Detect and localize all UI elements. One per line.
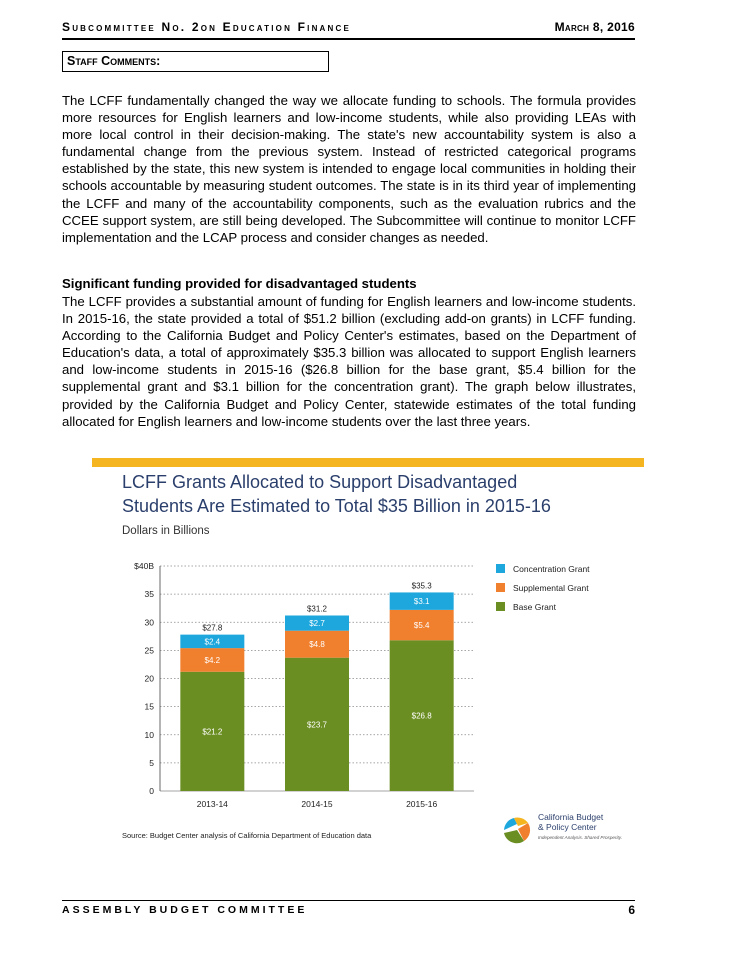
bar-value-label: $26.8 <box>411 711 432 721</box>
bar-value-label: $4.8 <box>309 640 325 650</box>
bar-value-label: $5.4 <box>413 621 430 631</box>
bar-total-label: $35.3 <box>411 581 432 591</box>
chart-legend <box>496 564 590 612</box>
logo-text-line2: & Policy Center <box>538 822 597 832</box>
chart-title-line1: LCFF Grants Allocated to Support Disadvantaged <box>122 472 518 492</box>
bar-total-label: $27.8 <box>202 623 223 633</box>
y-tick-label: 35 <box>144 589 154 600</box>
paragraph-funding: The LCFF provides a substantial amount of funding for English learners and low-income students. In 2015-16, the state provided a total of $51.2 billion (excluding add-on grants) in LCFF funding. According to the California Budget and Policy Center's estimates, based on the Department of Education's data, a total of approximately $35.3 billion was allocated to support English learners and low-income students in 2015-16 ($26.8 billion for the base grant, $5.4 billion for the supplemental grant and $3.1 billion for the concentration grant). The graph below illustrates, provided by the California Budget and Policy Center, statewide estimates of the total funding allocated for English learners and low-income students over the last three years. <box>62 294 636 429</box>
logo-tagline: Independent Analysis. Shared Prosperity. <box>538 835 623 840</box>
footer-page-number: 6 <box>628 903 635 917</box>
chart-svg <box>92 458 644 858</box>
bar-value-label: $4.2 <box>204 655 221 665</box>
legend-swatch <box>496 564 505 573</box>
y-tick-label: 20 <box>144 673 154 684</box>
legend-label: Base Grant <box>513 602 556 612</box>
header-committee-title: Subcommittee No. 2on Education Finance <box>62 20 352 34</box>
x-category-label: 2015-16 <box>406 799 438 809</box>
legend-label: Supplemental Grant <box>513 583 589 593</box>
x-category-label: 2014-15 <box>301 799 333 809</box>
y-tick-label: 5 <box>149 757 154 768</box>
staff-comments-label: Staff Comments: <box>67 54 161 68</box>
bar-value-label: $2.4 <box>204 637 221 647</box>
paragraph-lcff-overview: The LCFF fundamentally changed the way we allocate funding to schools. The formula provides more resources for English learners and low-income students, while also providing LEAs with more local control in their decision-making. The state's new accountability system is also a fundamental change from the previous system. Instead of restricted categorical programs established by the state, this new system is intended to engage local communities in holding their schools accountable by measuring student outcomes. The state is in its third year of implementing the LCFF and many of the accountability components, such as the evaluation rubrics and the CCEE support system, are still being developed. The Subcommittee will continue to monitor LCFF implementation and the LCAP process and consider changes as needed. <box>62 93 636 245</box>
page-header <box>62 18 635 40</box>
y-tick-label: 15 <box>144 701 154 712</box>
legend-swatch <box>496 602 505 611</box>
legend-swatch <box>496 583 505 592</box>
section-subheading: Significant funding provided for disadvantaged students <box>62 276 417 291</box>
lcff-chart-figure <box>92 458 644 858</box>
x-category-label: 2013-14 <box>196 799 228 809</box>
chart-plot-area <box>134 561 474 809</box>
header-date: March 8, 2016 <box>554 20 635 34</box>
bar-value-label: $23.7 <box>306 720 328 730</box>
chart-title-line2: Students Are Estimated to Total $35 Billion in 2015-16 <box>122 496 551 516</box>
y-tick-label: 0 <box>149 786 154 796</box>
chart-accent-bar <box>92 458 644 467</box>
bar-total-label: $31.2 <box>306 604 328 614</box>
chart-source: Source: Budget Center analysis of California Department of Education data <box>122 831 372 840</box>
logo-text-line1: California Budget <box>538 812 604 822</box>
bar-value-label: $21.2 <box>202 727 223 737</box>
cbpc-logo <box>504 818 530 844</box>
footer-committee: ASSEMBLY BUDGET COMMITTEE <box>62 904 308 916</box>
staff-comments-box <box>62 51 329 72</box>
legend-label: Concentration Grant <box>513 564 590 574</box>
y-tick-label: 10 <box>144 729 154 740</box>
bar-value-label: $3.1 <box>413 597 430 607</box>
page-footer <box>62 900 635 917</box>
y-tick-label: 25 <box>144 645 154 656</box>
y-tick-label: 30 <box>144 617 154 628</box>
y-tick-label: $40B <box>134 561 154 571</box>
chart-subtitle: Dollars in Billions <box>122 525 210 537</box>
bar-value-label: $2.7 <box>309 619 325 629</box>
